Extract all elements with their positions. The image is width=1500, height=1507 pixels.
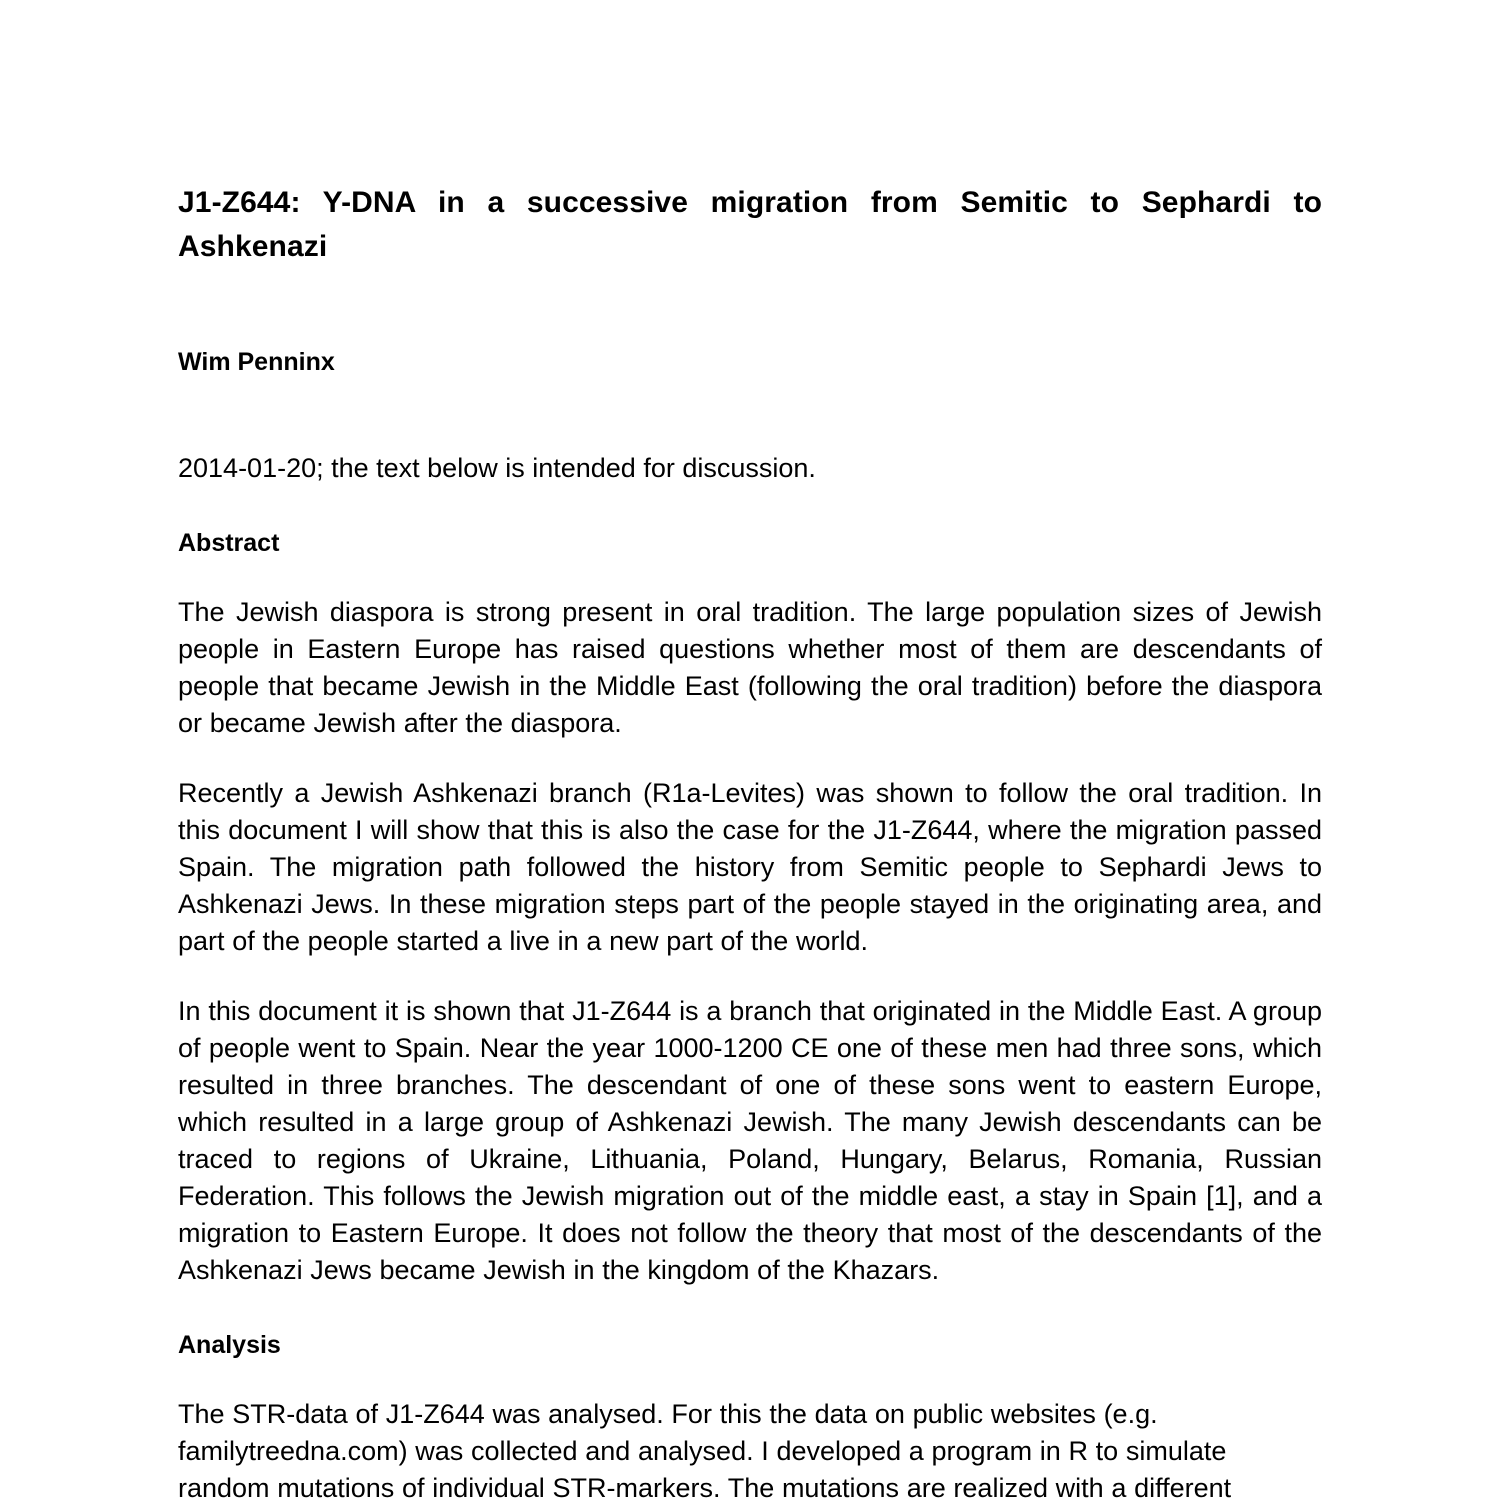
author-name: Wim Penninx [178, 348, 335, 376]
analysis-paragraph-1: The STR-data of J1-Z644 was analysed. For this the data on public websites (e.g. familytreedna.com) was collected and analysed. I developed a program in R to simulate random mutations of individual STR-markers. The mutations are realized with a different [178, 1399, 1232, 1503]
abstract-paragraph-1: The Jewish diaspora is strong present in oral tradition. The large population sizes of Jewish people in Eastern Europe has raised questions whether most of them are descendants of people that became Jewish in the Middle East (following the oral tradition) before the diaspora or became Jewish after the diaspora. [178, 597, 1322, 738]
section-heading-analysis: Analysis [178, 1331, 281, 1359]
page-title: J1-Z644: Y-DNA in a successive migration from Semitic to Sephardi to Ashkenazi [178, 186, 1322, 263]
abstract-paragraph-3: In this document it is shown that J1-Z644 is a branch that originated in the Middle East. A group of people went to Spain. Near the year 1000-1200 CE one of these men had three sons, which resulted in three branches. The descendant of one of these sons went to eastern Europe, which resulted in a large group of Ashkenazi Jewish. The many Jewish descendants can be traced to regions of Ukraine, Lithuania, Poland, Hungary, Belarus, Romania, Russian Federation. This follows the Jewish migration out of the middle east, a stay in Spain [1], and a migration to Eastern Europe. It does not follow the theory that most of the descendants of the Ashkenazi Jews became Jewish in the kingdom of the Khazars. [178, 996, 1322, 1285]
section-heading-abstract: Abstract [178, 529, 280, 557]
date-and-note-line: 2014-01-20; the text below is intended for discussion. [178, 453, 816, 483]
document-content-column [178, 0, 1322, 1507]
abstract-paragraph-2: Recently a Jewish Ashkenazi branch (R1a-Levites) was shown to follow the oral tradition. In this document I will show that this is also the case for the J1-Z644, where the migration passed Spain. The migration path followed the history from Semitic people to Sephardi Jews to Ashkenazi Jews. In these migration steps part of the people stayed in the originating area, and part of the people started a live in a new part of the world. [178, 778, 1322, 956]
